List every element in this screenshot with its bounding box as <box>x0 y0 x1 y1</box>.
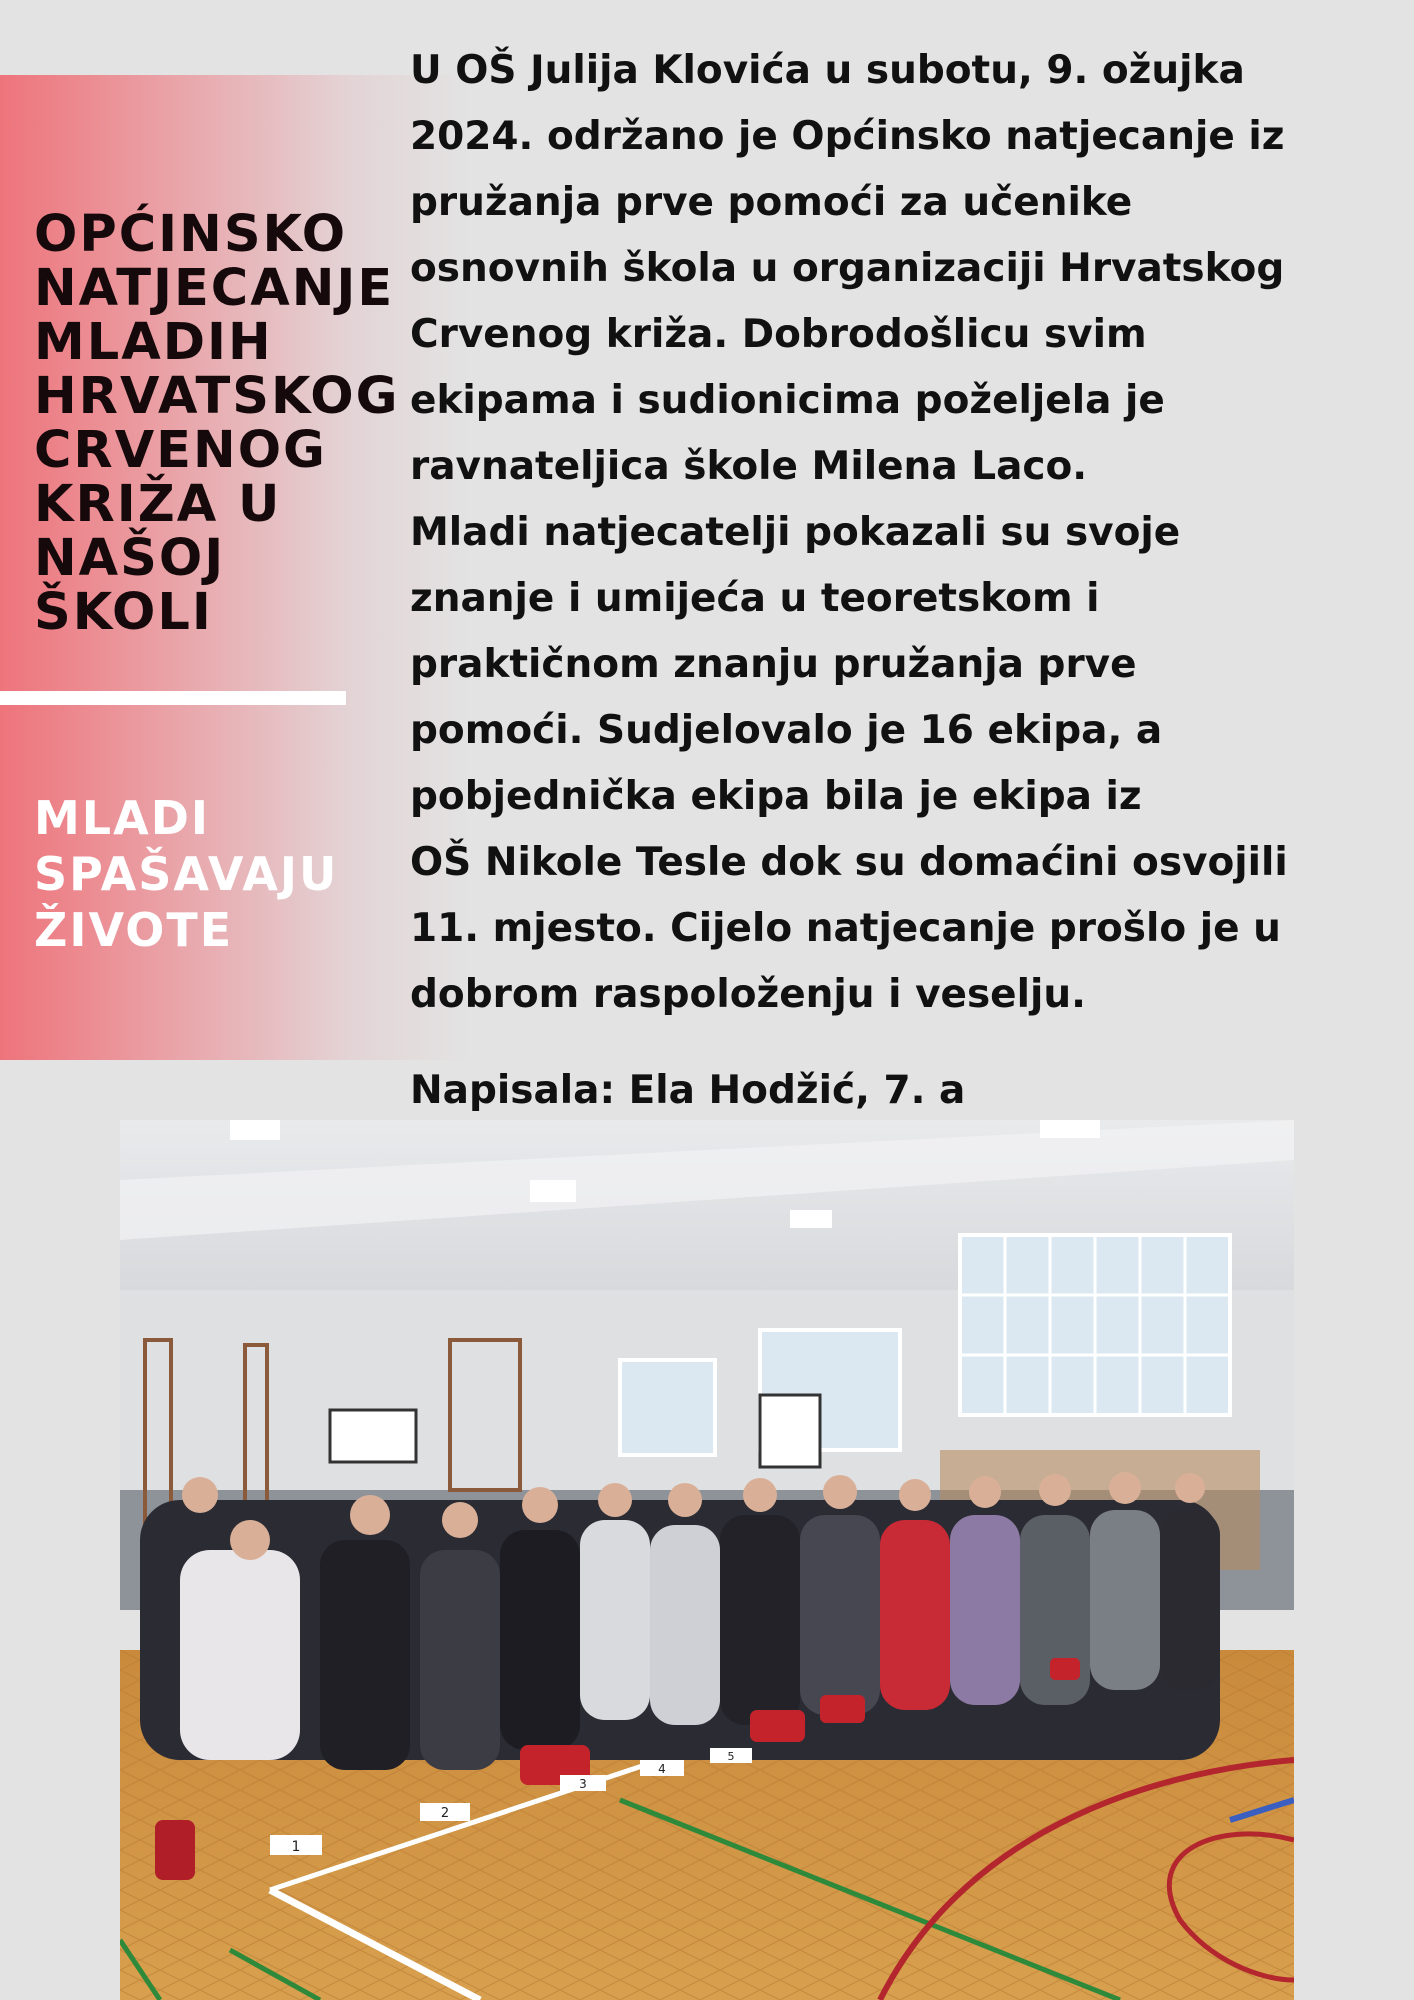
first-aid-bag <box>1050 1658 1080 1680</box>
ceiling-light-icon <box>230 1120 280 1140</box>
gym-group-photo <box>120 1120 1294 2000</box>
basketball-board <box>760 1395 820 1467</box>
marker-2: 2 <box>440 1806 450 1821</box>
first-aid-bag <box>750 1710 805 1742</box>
page-subtitle: MLADI SPAŠAVAJU ŽIVOTE <box>34 791 339 957</box>
crowd <box>140 1472 1220 1770</box>
article-body: U OŠ Julija Klovića u subotu, 9. ožujka 2024. održano je Općinsko natjecanje iz pružanja prve pomoći za učenike osnovnih škola u organizaciji Hrvatskog Crvenog križa. Dobrodošlicu svim ekipama i sudionicima poželjela je ravnateljica škole Milena Laco. Mladi natjecatelji pokazali su svoje znanje i umijeća u teoretskom i praktičnom znanju pružanja prve pomoći. Sudjelovalo je 16 ekipa, a pobjednička ekipa bila je ekipa iz OŠ Nikole Tesle dok su domaćini osvojili 11. mjesto. Cijelo natjecanje prošlo je u dobrom raspoloženju i veselju. <box>410 48 1288 1017</box>
divider-line <box>0 691 346 705</box>
first-aid-bag <box>820 1695 865 1723</box>
marker-4: 4 <box>658 1762 666 1776</box>
basketball-board <box>330 1410 416 1462</box>
marker-1: 1 <box>291 1839 301 1855</box>
window <box>620 1360 715 1455</box>
first-aid-bag <box>155 1820 195 1880</box>
marker-3: 3 <box>579 1777 587 1791</box>
ceiling-light-icon <box>1040 1120 1100 1138</box>
marker-5: 5 <box>727 1750 735 1763</box>
author-line: Napisala: Ela Hodžić, 7. a <box>410 1068 966 1113</box>
page-title: OPĆINSKO NATJECANJE MLADIH HRVATSKOG CRVENOG KRIŽA U NAŠOJ ŠKOLI <box>34 205 400 642</box>
ceiling-light-icon <box>530 1180 576 1202</box>
ceiling-light-icon <box>790 1210 832 1228</box>
